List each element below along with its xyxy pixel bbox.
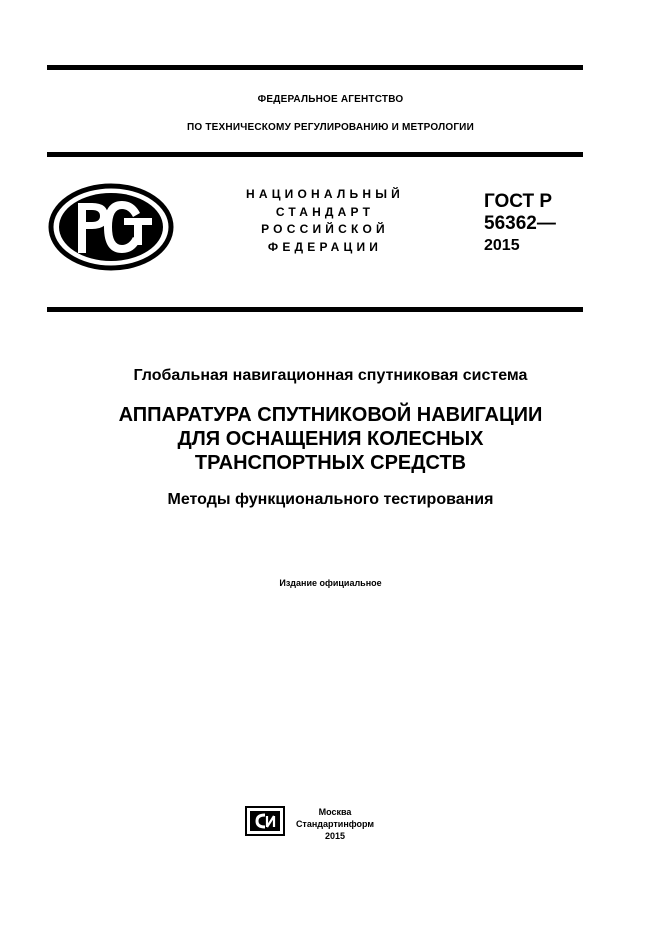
agency-line-2: ПО ТЕХНИЧЕСКОМУ РЕГУЛИРОВАНИЮ И МЕТРОЛОГИИ (187, 122, 474, 133)
publisher-name: Стандартинформ (295, 819, 375, 829)
edition-note: Издание официальное (279, 578, 382, 588)
gost-designation (484, 191, 556, 257)
methods-subtitle: Методы функционального тестирования (167, 491, 494, 508)
standartinform-logo-icon (245, 806, 285, 836)
main-title-line-2: ДЛЯ ОСНАЩЕНИЯ КОЛЕСНЫХ (177, 428, 484, 450)
main-title-line-3: ТРАНСПОРТНЫХ СРЕДСТВ (194, 452, 467, 474)
agency-line-1: ФЕДЕРАЛЬНОЕ АГЕНТСТВО (257, 94, 404, 105)
standard-block-rule (47, 307, 583, 312)
gost-number: 56362— (484, 213, 556, 234)
system-title: Глобальная навигационная спутниковая система (133, 367, 528, 384)
national-line-1: НАЦИОНАЛЬНЫЙ (245, 187, 405, 201)
publisher-city: Москва (318, 807, 352, 817)
header-rule (47, 152, 583, 157)
publisher-info (290, 806, 380, 842)
gost-label: ГОСТ Р (484, 191, 553, 212)
national-line-4: ФЕДЕРАЦИИ (267, 239, 383, 254)
main-title (0, 403, 661, 475)
top-rule (47, 65, 583, 70)
publisher-year: 2015 (324, 831, 346, 841)
national-standard-text (232, 186, 418, 256)
national-line-2: СТАНДАРТ (275, 204, 375, 219)
main-title-line-1: АППАРАТУРА СПУТНИКОВОЙ НАВИГАЦИИ (118, 404, 543, 426)
rst-gost-logo-icon (48, 183, 174, 271)
national-line-3: РОССИЙСКОЙ (261, 222, 389, 236)
gost-year: 2015 (484, 237, 520, 254)
